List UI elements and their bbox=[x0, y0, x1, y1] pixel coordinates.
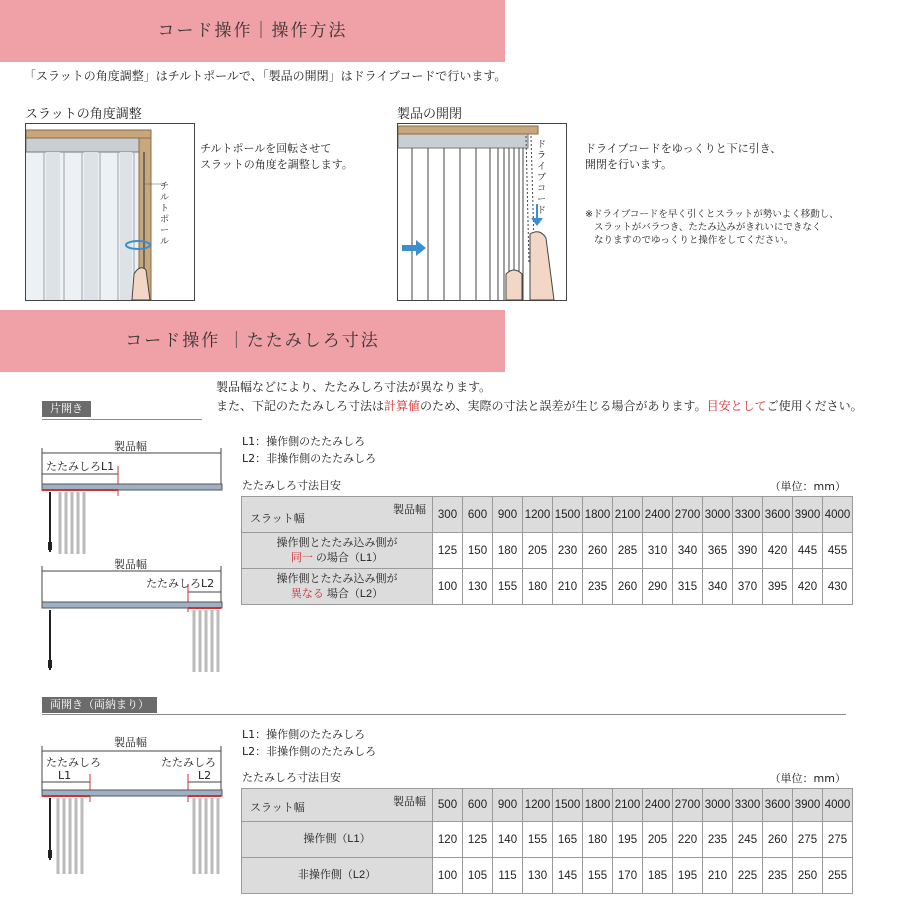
def-l2: L2：非操作側のたたみしろ bbox=[242, 452, 377, 465]
right-desc-line1: ドライブコードをゆっくりと下に引き、 bbox=[585, 142, 782, 155]
left-panel-heading: スラットの角度調整 bbox=[25, 107, 142, 122]
diag3-right-label: たたみしろ bbox=[161, 756, 216, 769]
row-label: 非操作側（L2） bbox=[242, 858, 433, 894]
value-cell: 195 bbox=[673, 858, 703, 894]
right-desc-line2: 開閉を行います。 bbox=[585, 158, 673, 171]
value-cell: 155 bbox=[583, 858, 613, 894]
left-desc-line1: チルトポールを回転させて bbox=[200, 142, 332, 155]
section-banner-stack bbox=[0, 310, 505, 372]
value-cell: 105 bbox=[463, 858, 493, 894]
diag2-width-label: 製品幅 bbox=[114, 558, 147, 571]
header-cell: 2100 bbox=[613, 789, 643, 822]
header-cell: 4000 bbox=[823, 789, 853, 822]
value-cell: 340 bbox=[673, 533, 703, 569]
diag3-left-label: たたみしろ bbox=[46, 756, 101, 769]
value-cell: 140 bbox=[493, 822, 523, 858]
header-cell: 2400 bbox=[643, 497, 673, 533]
def2-l2: L2：非操作側のたたみしろ bbox=[242, 745, 377, 758]
value-cell: 235 bbox=[763, 858, 793, 894]
left-desc-line2: スラットの角度を調整します。 bbox=[200, 158, 353, 171]
header-cell: 3300 bbox=[733, 789, 763, 822]
value-cell: 275 bbox=[793, 822, 823, 858]
banner-title: コード操作｜操作方法 bbox=[157, 21, 348, 41]
value-cell: 290 bbox=[643, 569, 673, 605]
header-cell: 3000 bbox=[703, 789, 733, 822]
value-cell: 370 bbox=[733, 569, 763, 605]
section-banner-operation bbox=[0, 0, 505, 62]
value-cell: 205 bbox=[523, 533, 553, 569]
note-line3: なりますのでゆっくりと操作をしてください。 bbox=[594, 235, 794, 246]
note-line2: スラットがバラつき、たたみ込みがきれいにできなく bbox=[594, 222, 822, 233]
value-cell: 210 bbox=[703, 858, 733, 894]
value-cell: 120 bbox=[433, 822, 463, 858]
value-cell: 130 bbox=[463, 569, 493, 605]
table2-unit: （単位：mm） bbox=[769, 772, 846, 785]
notice-line2: また、下記のたたみしろ寸法は計算値のため、実際の寸法と誤差が生じる場合があります。目安としてご使用ください。 bbox=[216, 399, 863, 413]
table-row bbox=[242, 858, 853, 894]
header-cell: 2100 bbox=[613, 497, 643, 533]
value-cell: 205 bbox=[643, 822, 673, 858]
banner-title: コード操作 ｜たたみしろ寸法 bbox=[125, 331, 380, 351]
header-cell: 2700 bbox=[673, 789, 703, 822]
value-cell: 340 bbox=[703, 569, 733, 605]
stack-table-double bbox=[241, 788, 853, 894]
value-cell: 285 bbox=[613, 533, 643, 569]
header-cell: 3900 bbox=[793, 789, 823, 822]
value-cell: 315 bbox=[673, 569, 703, 605]
value-cell: 420 bbox=[793, 569, 823, 605]
value-cell: 395 bbox=[763, 569, 793, 605]
value-cell: 275 bbox=[823, 822, 853, 858]
header-cell: 600 bbox=[463, 497, 493, 533]
tab-double-open: 両開き（両納まり） bbox=[42, 697, 157, 713]
value-cell: 225 bbox=[733, 858, 763, 894]
diag3-right-sub: L2 bbox=[198, 769, 212, 782]
table-row bbox=[242, 533, 853, 569]
value-cell: 125 bbox=[433, 533, 463, 569]
value-cell: 430 bbox=[823, 569, 853, 605]
value-cell: 165 bbox=[553, 822, 583, 858]
value-cell: 185 bbox=[643, 858, 673, 894]
header-cell: 1800 bbox=[583, 789, 613, 822]
notice-line1: 製品幅などにより、たたみしろ寸法が異なります。 bbox=[216, 380, 492, 394]
value-cell: 170 bbox=[613, 858, 643, 894]
tab-single-open: 片開き bbox=[42, 401, 91, 417]
header-cell: 1800 bbox=[583, 497, 613, 533]
value-cell: 260 bbox=[613, 569, 643, 605]
note-line1: ※ドライブコードを早く引くとスラットが勢いよく移動し、 bbox=[585, 209, 839, 220]
value-cell: 180 bbox=[523, 569, 553, 605]
value-cell: 155 bbox=[523, 822, 553, 858]
row-label: 操作側とたたみ込み側が 同一 の場合（L1） bbox=[242, 533, 433, 569]
corner-cell: 製品幅 スラット幅 bbox=[242, 497, 433, 533]
value-cell: 390 bbox=[733, 533, 763, 569]
value-cell: 445 bbox=[793, 533, 823, 569]
value-cell: 235 bbox=[583, 569, 613, 605]
value-cell: 145 bbox=[553, 858, 583, 894]
header-cell: 500 bbox=[433, 789, 463, 822]
right-panel-heading: 製品の開閉 bbox=[397, 107, 463, 122]
drive-cord-callout: ドライブコード bbox=[537, 140, 547, 216]
header-cell: 2400 bbox=[643, 789, 673, 822]
header-cell: 3300 bbox=[733, 497, 763, 533]
diag3-left-sub: L1 bbox=[58, 769, 72, 782]
value-cell: 130 bbox=[523, 858, 553, 894]
header-cell: 900 bbox=[493, 789, 523, 822]
section-rule bbox=[42, 419, 202, 420]
value-cell: 365 bbox=[703, 533, 733, 569]
header-cell: 300 bbox=[433, 497, 463, 533]
value-cell: 260 bbox=[583, 533, 613, 569]
value-cell: 255 bbox=[823, 858, 853, 894]
value-cell: 455 bbox=[823, 533, 853, 569]
header-cell: 1500 bbox=[553, 789, 583, 822]
header-cell: 3000 bbox=[703, 497, 733, 533]
header-cell: 600 bbox=[463, 789, 493, 822]
diag1-l1-label: たたみしろL1 bbox=[46, 460, 115, 473]
value-cell: 195 bbox=[613, 822, 643, 858]
value-cell: 180 bbox=[583, 822, 613, 858]
header-cell: 2700 bbox=[673, 497, 703, 533]
value-cell: 235 bbox=[703, 822, 733, 858]
intro-text: 「スラットの角度調整」はチルトポールで、「製品の開閉」はドライブコードで行います。 bbox=[24, 69, 507, 83]
header-cell: 3900 bbox=[793, 497, 823, 533]
value-cell: 210 bbox=[553, 569, 583, 605]
value-cell: 230 bbox=[553, 533, 583, 569]
value-cell: 150 bbox=[463, 533, 493, 569]
table1-title: たたみしろ寸法目安 bbox=[242, 479, 341, 492]
header-cell: 900 bbox=[493, 497, 523, 533]
value-cell: 115 bbox=[493, 858, 523, 894]
table2-title: たたみしろ寸法目安 bbox=[242, 771, 341, 784]
value-cell: 245 bbox=[733, 822, 763, 858]
diag3-width-label: 製品幅 bbox=[114, 736, 147, 749]
value-cell: 155 bbox=[493, 569, 523, 605]
def2-l1: L1：操作側のたたみしろ bbox=[242, 728, 366, 741]
table1-unit: （単位：mm） bbox=[769, 480, 846, 493]
stack-table-single bbox=[241, 496, 853, 605]
row-label: 操作側とたたみ込み側が 異なる 場合（L2） bbox=[242, 569, 433, 605]
value-cell: 180 bbox=[493, 533, 523, 569]
corner-cell: 製品幅 スラット幅 bbox=[242, 789, 433, 822]
def-l1: L1：操作側のたたみしろ bbox=[242, 435, 366, 448]
diag1-width-label: 製品幅 bbox=[114, 440, 147, 453]
header-cell: 4000 bbox=[823, 497, 853, 533]
value-cell: 310 bbox=[643, 533, 673, 569]
value-cell: 250 bbox=[793, 858, 823, 894]
diag2-l2-label: たたみしろL2 bbox=[146, 577, 215, 590]
header-cell: 1500 bbox=[553, 497, 583, 533]
header-cell: 3600 bbox=[763, 789, 793, 822]
value-cell: 100 bbox=[433, 569, 463, 605]
table-row bbox=[242, 569, 853, 605]
table-row bbox=[242, 822, 853, 858]
value-cell: 100 bbox=[433, 858, 463, 894]
tilt-pole-callout: チルトポール bbox=[160, 182, 170, 247]
section-rule bbox=[42, 714, 846, 715]
header-cell: 1200 bbox=[523, 789, 553, 822]
value-cell: 125 bbox=[463, 822, 493, 858]
header-cell: 3600 bbox=[763, 497, 793, 533]
value-cell: 420 bbox=[763, 533, 793, 569]
row-label: 操作側（L1） bbox=[242, 822, 433, 858]
value-cell: 260 bbox=[763, 822, 793, 858]
value-cell: 220 bbox=[673, 822, 703, 858]
header-cell: 1200 bbox=[523, 497, 553, 533]
